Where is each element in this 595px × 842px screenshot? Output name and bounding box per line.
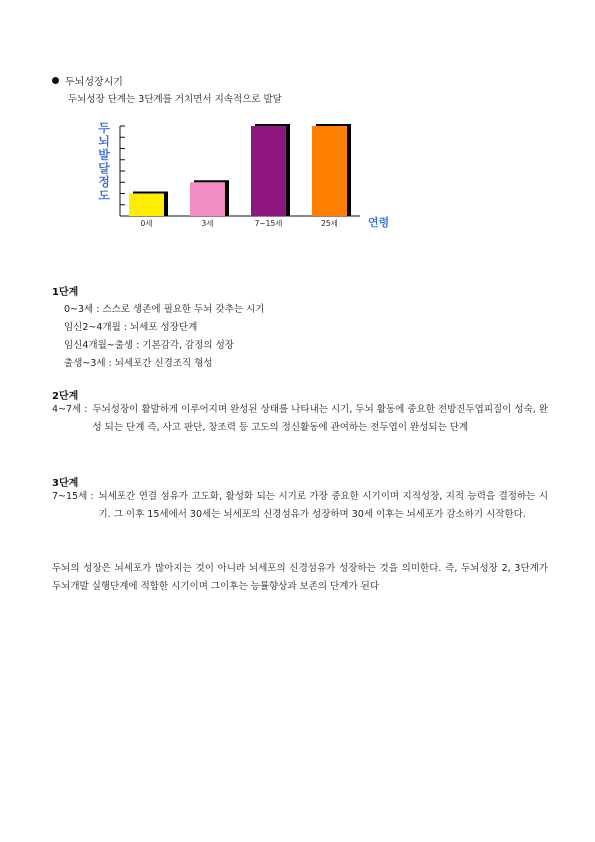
stage2-heading: 2단계 bbox=[52, 391, 79, 402]
bar bbox=[190, 182, 225, 216]
stage1-heading: 1단계 bbox=[52, 287, 79, 298]
stage1-line: 0~3세 : 스스로 생존에 필요한 두뇌 갖추는 시기 bbox=[64, 304, 265, 315]
stage2-text: 두뇌성장이 활발하게 이루어지며 완성된 상태를 나타내는 시기, 두뇌 활동에 중요한 전방진두엽피질이 성숙, 완성 되는 단계 즉, 사고 판단, 창조력 등 고도의 정신활동에 관여하는 전두엽이 완성되는 단계 bbox=[92, 404, 548, 433]
x-tick-label: 25세 bbox=[321, 219, 338, 228]
section-title-text: 두뇌성장시기 bbox=[65, 77, 123, 88]
stage2-label: 4~7세 : bbox=[52, 404, 88, 415]
stage3-text: 뇌세포간 연결 섬유가 고도화, 활성화 되는 시기로 가장 중요한 시기이며 지적성장, 지적 능력을 결정하는 시기. 그 이후 15세에서 30세는 뇌세포의 신경섬유가 성장하며 30세 이후는 뇌세포가 감소하기 시작한다. bbox=[98, 491, 548, 520]
x-tick-label: 3세 bbox=[201, 219, 214, 228]
stage3-heading: 3단계 bbox=[52, 478, 79, 489]
stage3-label: 7~15세 : bbox=[52, 491, 94, 502]
bar bbox=[312, 126, 347, 216]
x-axis-label: 연령 bbox=[368, 216, 390, 229]
bar bbox=[129, 194, 164, 217]
stage3-paragraph bbox=[52, 488, 548, 524]
stage1-line: 임신4개월~출생 : 기본감각, 감정의 성장 bbox=[64, 340, 234, 351]
stage1-line: 임신2~4개월 : 뇌세포 성장단계 bbox=[64, 322, 198, 333]
x-tick-label: 7~15세 bbox=[254, 219, 283, 228]
brain-growth-chart bbox=[90, 118, 410, 233]
bar bbox=[251, 126, 286, 216]
conclusion-paragraph: 두뇌의 성장은 뇌세포가 많아지는 것이 아니라 뇌세포의 신경섬유가 성장하는 것을 의미한다. 즉, 두뇌성장 2, 3단계가 두뇌개발 실행단계에 적합한 시기이며 그이후는 능률향상과 보존의 단계가 된다 bbox=[52, 563, 548, 592]
stage1-line: 출생~3세 : 뇌세포간 신경조직 형성 bbox=[64, 358, 213, 369]
stage2-paragraph bbox=[52, 401, 548, 437]
section-subtitle: 두뇌성장 단계는 3단계를 거치면서 지속적으로 발달 bbox=[68, 94, 282, 105]
section-title bbox=[52, 73, 123, 88]
bullet-icon bbox=[52, 77, 59, 84]
x-tick-label: 0세 bbox=[140, 219, 153, 228]
y-axis-label: 두 뇌 발 달 정 도 bbox=[98, 121, 110, 203]
